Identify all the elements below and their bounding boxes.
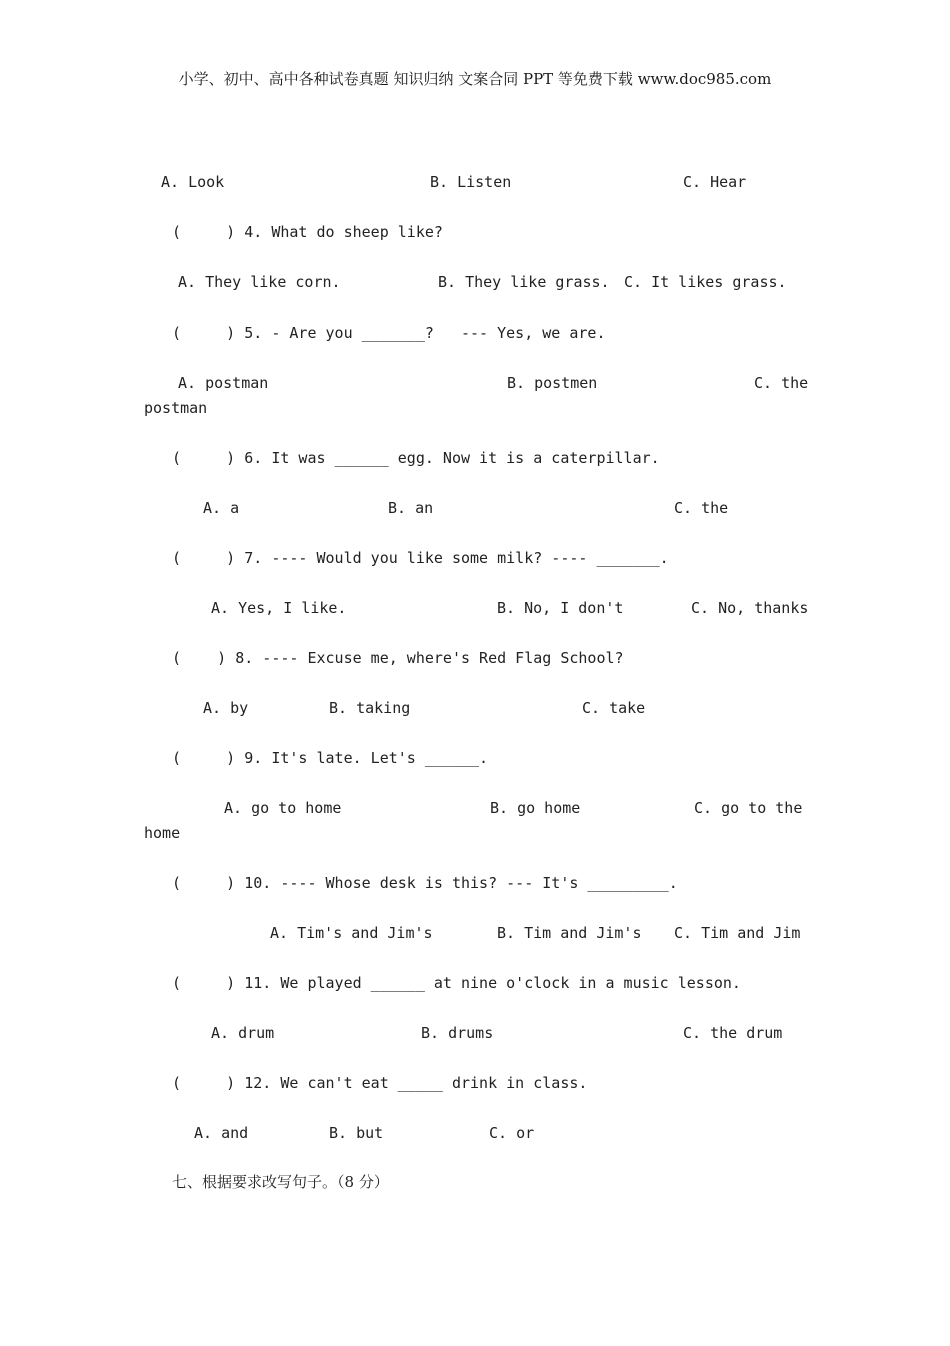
q3-option-a: A. Look bbox=[161, 173, 225, 191]
q10-option-c: C. Tim and Jim bbox=[674, 924, 801, 942]
q12-stem: ( ) 12. We can't eat _____ drink in class. bbox=[172, 1074, 588, 1092]
q4-option-b: B. They like grass. bbox=[438, 273, 610, 291]
q5-option-b: B. postmen bbox=[507, 374, 598, 392]
q7-option-c: C. No, thanks bbox=[691, 599, 809, 617]
q10-stem: ( ) 10. ---- Whose desk is this? --- It's _________. bbox=[172, 874, 678, 892]
q5-option-c-wrap: postman bbox=[144, 399, 208, 417]
q8-stem: ( ) 8. ---- Excuse me, where's Red Flag School? bbox=[172, 649, 624, 667]
q6-option-c: C. the bbox=[674, 499, 729, 517]
q4-option-a: A. They like corn. bbox=[178, 273, 341, 291]
q8-option-c: C. take bbox=[582, 699, 646, 717]
q5-option-a: A. postman bbox=[178, 374, 269, 392]
q3-option-c: C. Hear bbox=[683, 173, 747, 191]
q6-stem: ( ) 6. It was ______ egg. Now it is a caterpillar. bbox=[172, 449, 660, 467]
page-header: 小学、初中、高中各种试卷真题 知识归纳 文案合同 PPT 等免费下载 www.doc985.com bbox=[178, 70, 772, 88]
q8-option-a: A. by bbox=[203, 699, 249, 717]
q12-option-c: C. or bbox=[489, 1124, 535, 1142]
q11-option-c: C. the drum bbox=[683, 1024, 783, 1042]
q9-option-c: C. go to the bbox=[694, 799, 803, 817]
q9-option-b: B. go home bbox=[490, 799, 581, 817]
q7-option-a: A. Yes, I like. bbox=[211, 599, 347, 617]
q6-option-b: B. an bbox=[388, 499, 434, 517]
q4-stem: ( ) 4. What do sheep like? bbox=[172, 223, 443, 241]
q12-option-b: B. but bbox=[329, 1124, 384, 1142]
q5-option-c: C. the bbox=[754, 374, 809, 392]
q3-option-b: B. Listen bbox=[430, 173, 512, 191]
q8-option-b: B. taking bbox=[329, 699, 411, 717]
q10-option-b: B. Tim and Jim's bbox=[497, 924, 642, 942]
q12-option-a: A. and bbox=[194, 1124, 249, 1142]
q10-option-a: A. Tim's and Jim's bbox=[270, 924, 433, 942]
q7-stem: ( ) 7. ---- Would you like some milk? ---- _______. bbox=[172, 549, 669, 567]
q11-option-b: B. drums bbox=[421, 1024, 494, 1042]
q4-option-c: C. It likes grass. bbox=[624, 273, 787, 291]
q11-stem: ( ) 11. We played ______ at nine o'clock in a music lesson. bbox=[172, 974, 741, 992]
q11-option-a: A. drum bbox=[211, 1024, 275, 1042]
q5-stem: ( ) 5. - Are you _______? --- Yes, we are. bbox=[172, 324, 606, 342]
q9-option-a: A. go to home bbox=[224, 799, 342, 817]
section-7-title: 七、根据要求改写句子。（8 分） bbox=[172, 1173, 389, 1191]
q9-stem: ( ) 9. It's late. Let's ______. bbox=[172, 749, 489, 767]
q6-option-a: A. a bbox=[203, 499, 240, 517]
q9-option-c-wrap: home bbox=[144, 824, 181, 842]
q7-option-b: B. No, I don't bbox=[497, 599, 624, 617]
